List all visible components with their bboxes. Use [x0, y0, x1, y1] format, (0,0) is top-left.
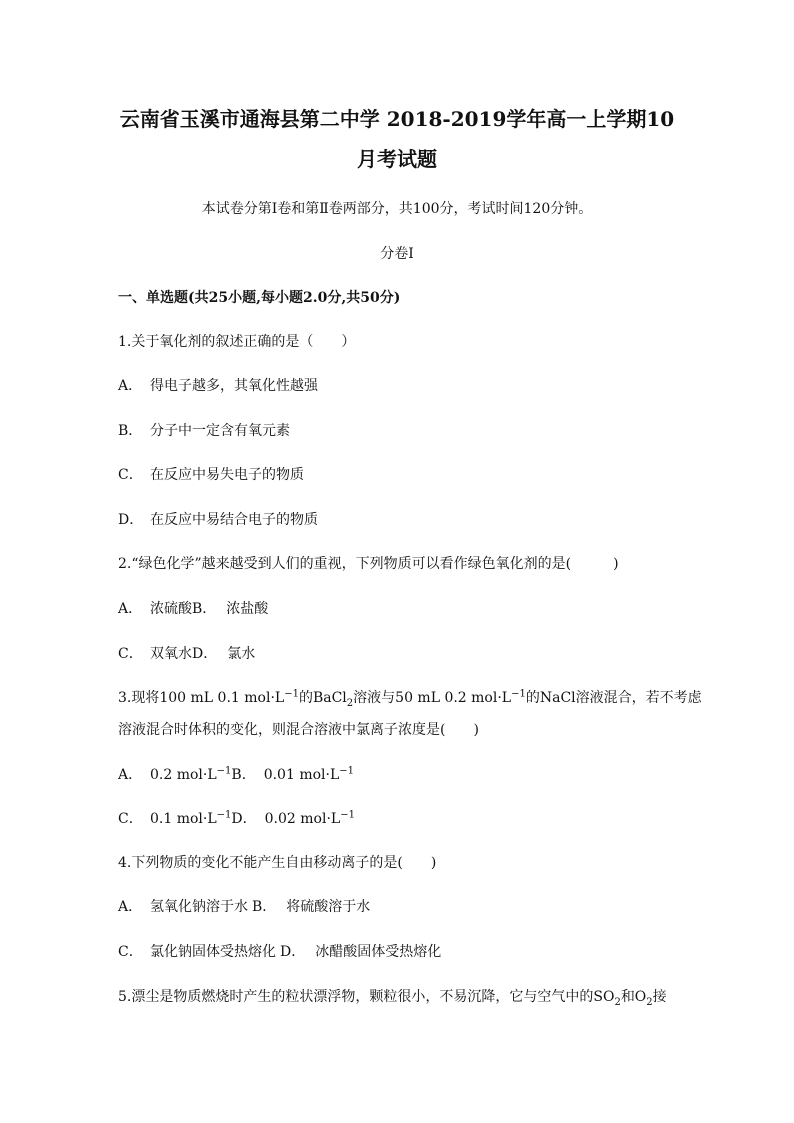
superscript: −1 [284, 688, 299, 700]
exam-title-line-2: 月考试题 [357, 147, 437, 171]
option-text: 氢氧化钠溶于水 [150, 899, 248, 915]
superscript: −1 [511, 688, 526, 700]
option-letter: B． [118, 423, 143, 439]
question-5-stem [118, 987, 667, 1007]
stem-text: 的NaCl溶液混合，若不考虑 [525, 690, 702, 706]
option-text: 分子中一定含有氧元素 [150, 423, 290, 439]
stem-text: 的BaCl [298, 690, 347, 706]
question-2-stem: 2.“绿色化学”越来越受到人们的重视，下列物质可以看作绿色氧化剂的是( ) [118, 556, 619, 572]
exam-title-line-1: 云南省玉溪市通海县第二中学 2018-2019学年高一上学期10 [119, 107, 675, 131]
question-1-option-d [118, 510, 318, 530]
option-text: 在反应中易失电子的物质 [150, 467, 304, 483]
option-text: 氯水 [227, 646, 256, 662]
option-text: 冰醋酸固体受热熔化 [315, 944, 442, 960]
stem-text: 5.漂尘是物质燃烧时产生的粒状漂浮物，颗粒很小，不易沉降，它与空气中的SO [118, 989, 615, 1005]
option-letter: B． [192, 601, 217, 617]
question-1-option-b [118, 421, 290, 441]
question-2-options-row-2 [118, 644, 255, 664]
option-text: 在反应中易结合电子的物质 [150, 512, 318, 528]
option-letter: A． [118, 601, 143, 617]
option-value: 0.02 [264, 811, 296, 827]
question-3-options-row-1 [118, 765, 354, 785]
question-4-stem: 4.下列物质的变化不能产生自由移动离子的是( ) [118, 855, 437, 871]
question-1-option-c [118, 465, 304, 485]
subscript: 2 [646, 996, 653, 1008]
option-letter: B． [231, 767, 256, 783]
unit: mol·L [176, 811, 217, 827]
question-3-stem-line-1 [118, 688, 702, 708]
option-letter: D． [280, 944, 306, 960]
unit: mol·L [176, 767, 217, 783]
option-letter: B． [252, 899, 277, 915]
option-letter: C． [118, 646, 143, 662]
unit-superscript: −1 [216, 765, 232, 777]
option-letter: C． [118, 467, 143, 483]
option-text: 将硫酸溶于水 [286, 899, 371, 915]
option-letter: D． [118, 512, 144, 528]
section-heading: 一、单选题(共25小题,每小题2.0分,共50分) [118, 290, 401, 306]
part-label: 分卷I [380, 246, 414, 262]
question-4-options-row-2 [118, 942, 441, 962]
option-text: 浓盐酸 [226, 601, 269, 617]
option-letter: D． [192, 646, 218, 662]
subscript: 2 [346, 697, 354, 709]
exam-intro: 本试卷分第Ⅰ卷和第Ⅱ卷两部分，共100分，考试时间120分钟。 [201, 201, 593, 217]
question-1-stem: 1.关于氧化剂的叙述正确的是（ ） [118, 334, 356, 350]
unit: mol·L [300, 811, 341, 827]
unit-superscript: −1 [339, 765, 355, 777]
question-1-option-a [118, 376, 318, 396]
option-letter: A． [118, 899, 143, 915]
option-value: 0.01 [263, 767, 295, 783]
option-text: 浓硫酸 [150, 601, 192, 617]
stem-text: 溶液与50 mL 0.2 mol·L [353, 690, 512, 706]
question-3-stem-line-2: 溶液混合时体积的变化，则混合溶液中氯离子浓度是( ) [118, 722, 479, 738]
question-2-options-row-1 [118, 599, 268, 619]
unit-superscript: −1 [340, 809, 355, 821]
question-3-options-row-2 [118, 809, 355, 829]
unit: mol·L [299, 767, 340, 783]
stem-text: 接 [652, 989, 667, 1005]
option-value: 0.1 [150, 811, 173, 827]
unit-superscript: −1 [216, 809, 232, 821]
stem-text: 和O [620, 989, 647, 1005]
option-text: 得电子越多，其氧化性越强 [150, 378, 318, 394]
option-text: 双氧水 [150, 646, 192, 662]
option-letter: D． [231, 811, 257, 827]
option-letter: C． [118, 944, 143, 960]
option-text: 氯化钠固体受热熔化 [150, 944, 276, 960]
subscript: 2 [614, 996, 621, 1008]
option-letter: A． [118, 767, 143, 783]
option-letter: C． [118, 811, 143, 827]
option-letter: A． [118, 378, 143, 394]
stem-text: 3.现将100 mL 0.1 mol·L [118, 690, 285, 706]
question-4-options-row-1 [118, 897, 370, 917]
option-value: 0.2 [150, 767, 173, 783]
